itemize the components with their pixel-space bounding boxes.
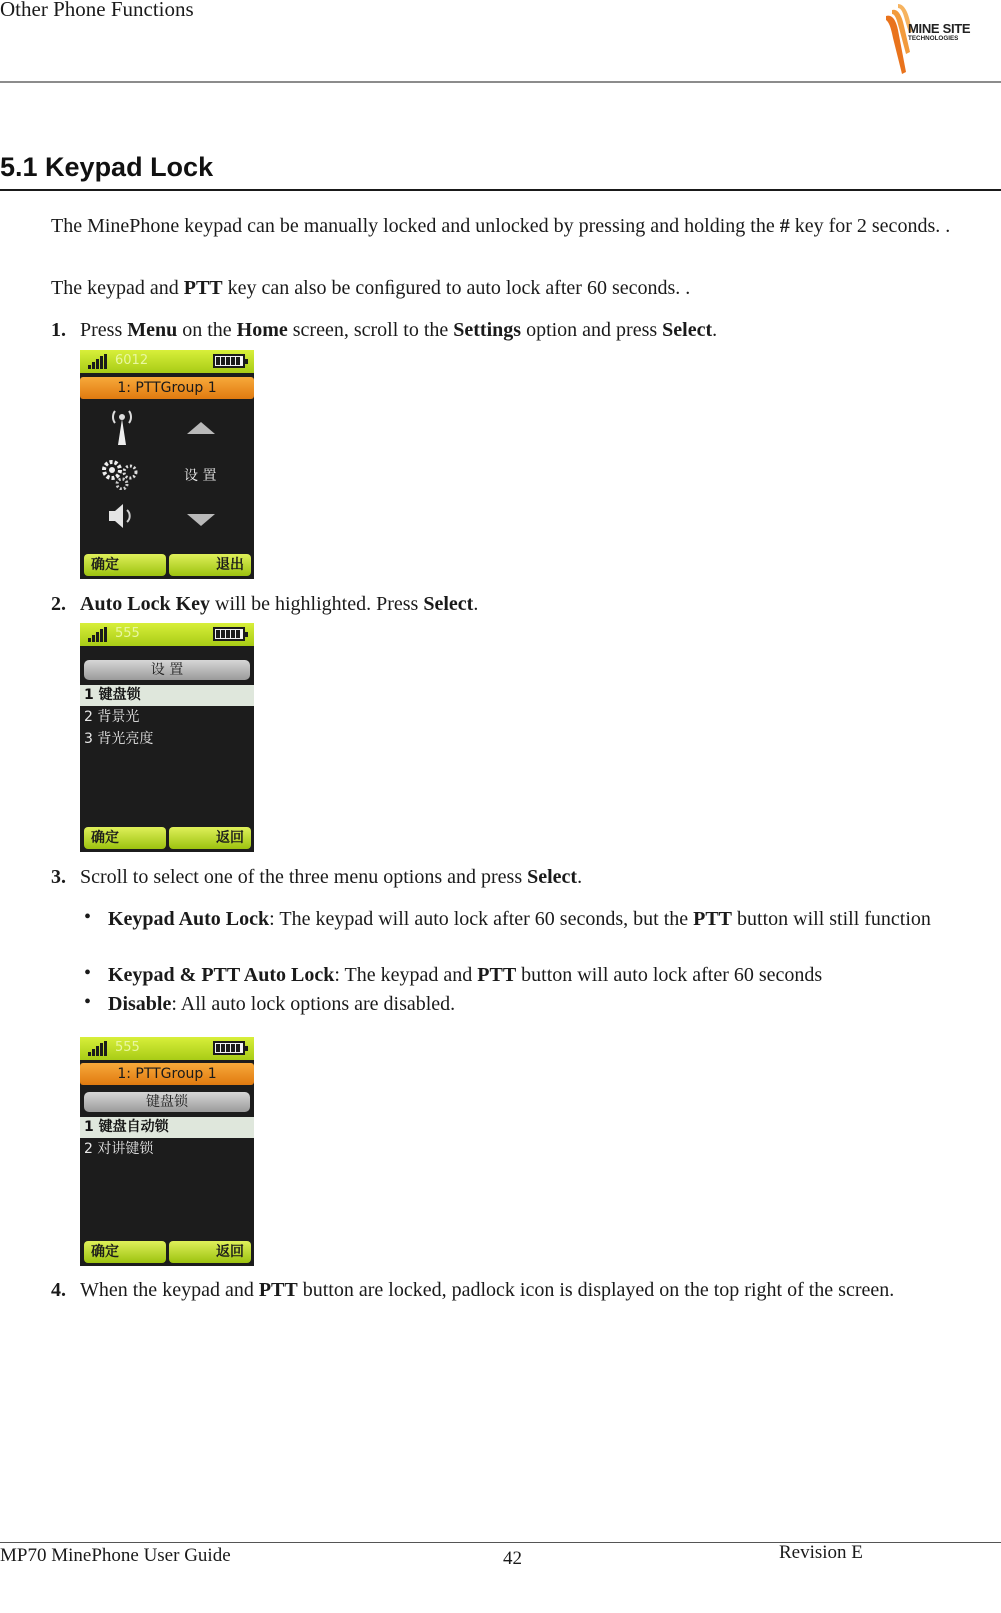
signal-strength-icon [88,627,110,642]
step-1-number: 1. [51,319,66,341]
step-1-t4: option and press [521,319,663,341]
softkey-ok: 确定 [84,827,166,849]
logo-name: MINE SITE [908,21,971,36]
antenna-icon [107,407,137,447]
softkey-ok: 确定 [84,1241,166,1263]
step-4-number: 4. [51,1279,66,1301]
header-section-title: Other Phone Functions [0,0,194,21]
step-1-home: Home [236,319,288,341]
step-4-ptt: PTT [258,1279,298,1301]
step-3-t2: . [577,866,583,888]
step-3-select: Select [527,866,578,888]
header-divider [0,81,1001,83]
up-arrow-icon [185,420,217,436]
step-3-t1: Scroll to select one of the three menu options and press [80,866,528,888]
step-2-number: 2. [51,593,66,615]
step-2-t2: . [473,593,479,615]
step-3-number: 3. [51,866,66,888]
step-4-t2: button are locked, padlock icon is displayed on the top right of the screen. [297,1279,895,1301]
bullet-2-title: Keypad & PTT Auto Lock [108,964,335,986]
ptt-group-bar: 1: PTTGroup 1 [80,377,254,399]
step-4-text [80,1279,894,1302]
bullet-mark: • [84,962,92,984]
menu-item-ptt-key-lock: 2 对讲键锁 [84,1141,154,1157]
step-1-menu: Menu [127,319,178,341]
intro-p1-text-a: The MinePhone keypad can be manually locked and unlocked by pressing and holding the [51,215,780,237]
bullet-2-t2: button will auto lock after 60 seconds [516,964,823,986]
battery-icon [213,1041,245,1055]
intro-p1-key: # [779,215,790,237]
signal-strength-icon [88,1041,110,1056]
step-2-auto-lock-key: Auto Lock Key [80,593,210,615]
bullet-1-t2: button will still function [732,908,931,930]
step-1-t3: screen, scroll to the [287,319,454,341]
step-1-t2: on the [177,319,237,341]
step-3-text [80,866,582,889]
step-1-t5: . [712,319,718,341]
mine-site-logo [884,2,976,74]
status-bar [80,1037,254,1060]
phone-screen-settings-menu [80,350,254,579]
speaker-icon [105,501,137,531]
intro-p1-text-b: key for 2 seconds. . [789,215,951,237]
logo-subtitle: TECHNOLOGIES [908,35,959,42]
settings-label: 设 置 [184,468,217,484]
status-bar [80,350,254,373]
intro-paragraph-2 [51,275,981,301]
bullet-keypad-ptt-auto-lock [108,962,988,988]
down-arrow-icon [185,512,217,528]
phone-screen-settings-list [80,623,254,852]
page-title: 5.1 Keypad Lock [0,152,214,182]
battery-icon [213,354,245,368]
footer-guide-title: MP70 MinePhone User Guide [0,1545,231,1566]
battery-icon [213,627,245,641]
step-1-t1: Press [80,319,128,341]
signal-strength-icon [88,354,110,369]
step-2-text [80,593,478,616]
bullet-mark: • [84,906,92,928]
bullet-disable [108,991,988,1017]
menu-item-keypad-auto-lock: 1 键盘自动锁 [80,1117,254,1138]
step-4-t1: When the keypad and [80,1279,259,1301]
bullet-mark: • [84,991,92,1013]
step-1-text [80,319,717,342]
status-number: 555 [115,626,140,641]
status-number: 6012 [115,353,149,368]
status-number: 555 [115,1040,140,1055]
intro-p2-ptt: PTT [183,277,223,299]
title-underline [0,189,1001,191]
bullet-1-title: Keypad Auto Lock [108,908,270,930]
footer-page-number: 42 [503,1548,522,1569]
step-1-select: Select [662,319,713,341]
bullet-1-t1: : The keypad will auto lock after 60 seconds, but the [269,908,694,930]
menu-title-bar: 键盘锁 [84,1092,250,1112]
step-2-select: Select [423,593,474,615]
menu-title-bar: 设 置 [84,660,250,680]
menu-item-brightness: 3 背光亮度 [84,731,154,747]
bullet-2-ptt: PTT [477,964,517,986]
softkey-ok: 确定 [84,554,166,576]
bullet-3-t1: : All auto lock options are disabled. [171,993,456,1015]
softkey-back: 返回 [169,827,251,849]
status-bar [80,623,254,646]
menu-item-backlight: 2 背景光 [84,709,140,725]
step-1-settings: Settings [453,319,522,341]
step-2-t1: will be highlighted. Press [210,593,424,615]
intro-paragraph-1 [51,213,981,239]
footer-revision: Revision E [779,1542,863,1563]
ptt-group-bar: 1: PTTGroup 1 [80,1063,254,1085]
logo-text [908,23,970,43]
bullet-3-title: Disable [108,993,172,1015]
phone-screen-keypad-lock-options [80,1037,254,1266]
intro-p2-text-a: The keypad and [51,277,184,299]
bullet-1-ptt: PTT [693,908,733,930]
softkey-exit: 退出 [169,554,251,576]
menu-item-keypad-lock: 1 键盘锁 [80,685,254,706]
bullet-2-t1: : The keypad and [334,964,478,986]
bullet-keypad-auto-lock [108,906,988,932]
softkey-back: 返回 [169,1241,251,1263]
settings-gear-icon [100,458,144,490]
intro-p2-text-b: key can also be conﬁgured to auto lock after 60 seconds. . [222,277,691,299]
